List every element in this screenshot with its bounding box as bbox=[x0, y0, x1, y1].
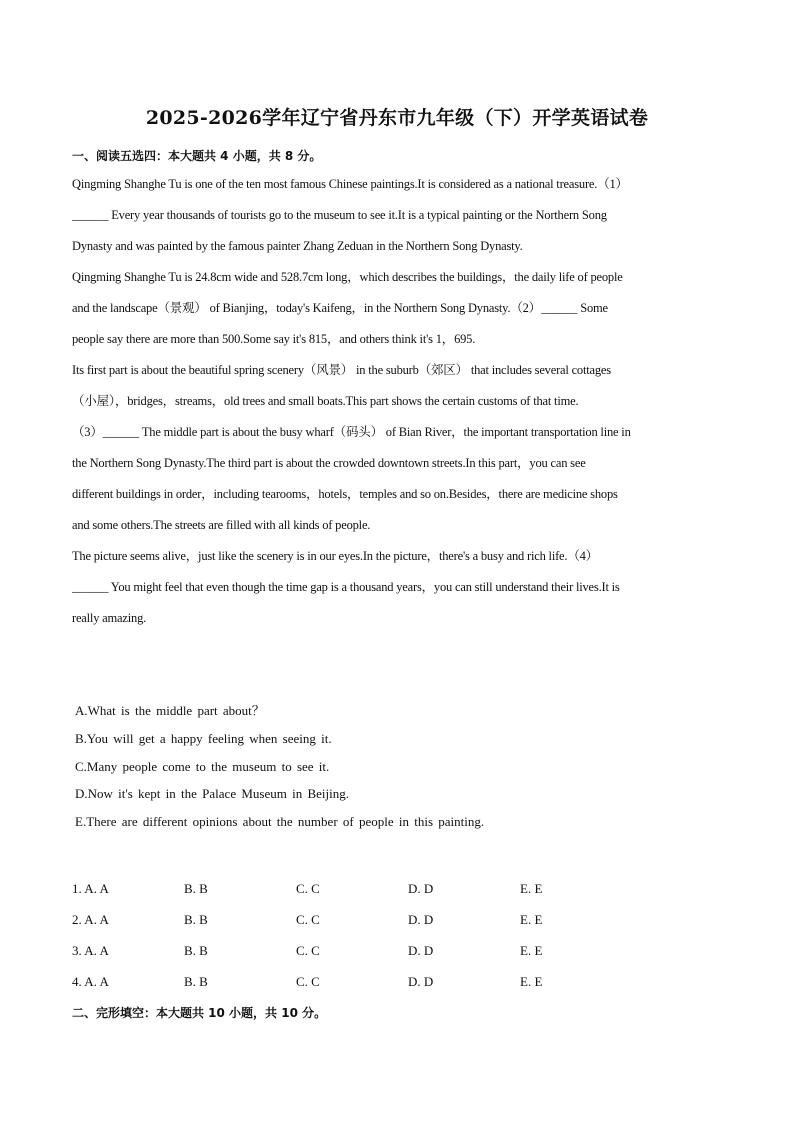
answer-choice-c[interactable]: C. C bbox=[296, 911, 320, 927]
passage-line: and some others.The streets are filled with all kinds of people. bbox=[72, 518, 371, 532]
passage-line: the Northern Song Dynasty.The third part is about the crowded downtown streets.In this part，you can see bbox=[72, 456, 586, 470]
passage-line: Its first part is about the beautiful spring scenery（风景） in the suburb（郊区） that includes several cottages bbox=[72, 363, 611, 377]
section-2-heading: 二、完形填空：本大题共 10 小题，共 10 分。 bbox=[72, 1006, 327, 1020]
answer-options-list bbox=[75, 697, 484, 836]
passage-line: ______ Every year thousands of tourists go to the museum to see it.It is a typical painting or the Northern Song bbox=[72, 208, 607, 222]
answer-choice-c[interactable]: C. C bbox=[296, 942, 320, 958]
option-d: D.Now it's kept in the Palace Museum in Beijing. bbox=[75, 786, 349, 802]
answer-choice-c[interactable]: C. C bbox=[296, 880, 320, 896]
answer-choice-d[interactable]: D. D bbox=[408, 973, 434, 989]
answer-choice-b[interactable]: B. B bbox=[184, 973, 208, 989]
answer-choice-e[interactable]: E. E bbox=[520, 911, 543, 927]
answer-choice-a[interactable]: 1. A. A bbox=[72, 880, 109, 896]
exam-title: 2025-2026学年辽宁省丹东市九年级（下）开学英语试卷 bbox=[145, 107, 649, 129]
passage-line: The picture seems alive，just like the scenery is in our eyes.In the picture，there's a busy and rich life.（4） bbox=[72, 549, 598, 563]
answer-row-3 bbox=[72, 935, 632, 966]
answer-choice-e[interactable]: E. E bbox=[520, 942, 543, 958]
answer-grid bbox=[72, 873, 632, 997]
reading-passage bbox=[72, 169, 724, 634]
passage-line: and the landscape（景观） of Bianjing，today's Kaifeng，in the Northern Song Dynasty.（2）______ Some bbox=[72, 301, 608, 315]
passage-line: Dynasty and was painted by the famous painter Zhang Zeduan in the Northern Song Dynasty. bbox=[72, 239, 523, 253]
option-b: B.You will get a happy feeling when seeing it. bbox=[75, 730, 332, 746]
passage-line: （小屋），bridges，streams，old trees and small boats.This part shows the certain customs of that time. bbox=[72, 394, 579, 408]
answer-row-1 bbox=[72, 873, 632, 904]
answer-choice-a[interactable]: 3. A. A bbox=[72, 942, 109, 958]
answer-choice-a[interactable]: 4. A. A bbox=[72, 973, 109, 989]
option-a: A.What is the middle part about？ bbox=[75, 703, 265, 718]
section-1-heading: 一、阅读五选四：本大题共 4 小题，共 8 分。 bbox=[72, 149, 322, 163]
answer-choice-d[interactable]: D. D bbox=[408, 911, 434, 927]
passage-line: really amazing. bbox=[72, 611, 147, 625]
answer-choice-b[interactable]: B. B bbox=[184, 911, 208, 927]
option-e: E.There are different opinions about the number of people in this painting. bbox=[75, 814, 485, 830]
answer-choice-e[interactable]: E. E bbox=[520, 973, 543, 989]
passage-line: people say there are more than 500.Some say it's 815，and others think it's 1，695. bbox=[72, 332, 476, 346]
answer-choice-b[interactable]: B. B bbox=[184, 880, 208, 896]
option-c: C.Many people come to the museum to see it. bbox=[75, 758, 330, 774]
passage-line: Qingming Shanghe Tu is one of the ten most famous Chinese paintings.It is considered as a national treasure.（1） bbox=[72, 177, 628, 191]
passage-line: different buildings in order，including tearooms，hotels，temples and so on.Besides，there are medicine shops bbox=[72, 487, 618, 501]
passage-line: （3）______ The middle part is about the busy wharf（码头） of Bian River，the important transportation line in bbox=[72, 425, 631, 439]
answer-row-4 bbox=[72, 966, 632, 997]
answer-choice-e[interactable]: E. E bbox=[520, 880, 543, 896]
answer-choice-a[interactable]: 2. A. A bbox=[72, 911, 109, 927]
answer-choice-b[interactable]: B. B bbox=[184, 942, 208, 958]
answer-choice-d[interactable]: D. D bbox=[408, 942, 434, 958]
answer-choice-c[interactable]: C. C bbox=[296, 973, 320, 989]
passage-line: ______ You might feel that even though the time gap is a thousand years，you can still understand their lives.It is bbox=[72, 580, 620, 594]
passage-line: Qingming Shanghe Tu is 24.8cm wide and 528.7cm long，which describes the buildings，the daily life of people bbox=[72, 270, 623, 284]
answer-choice-d[interactable]: D. D bbox=[408, 880, 434, 896]
answer-row-2 bbox=[72, 904, 632, 935]
